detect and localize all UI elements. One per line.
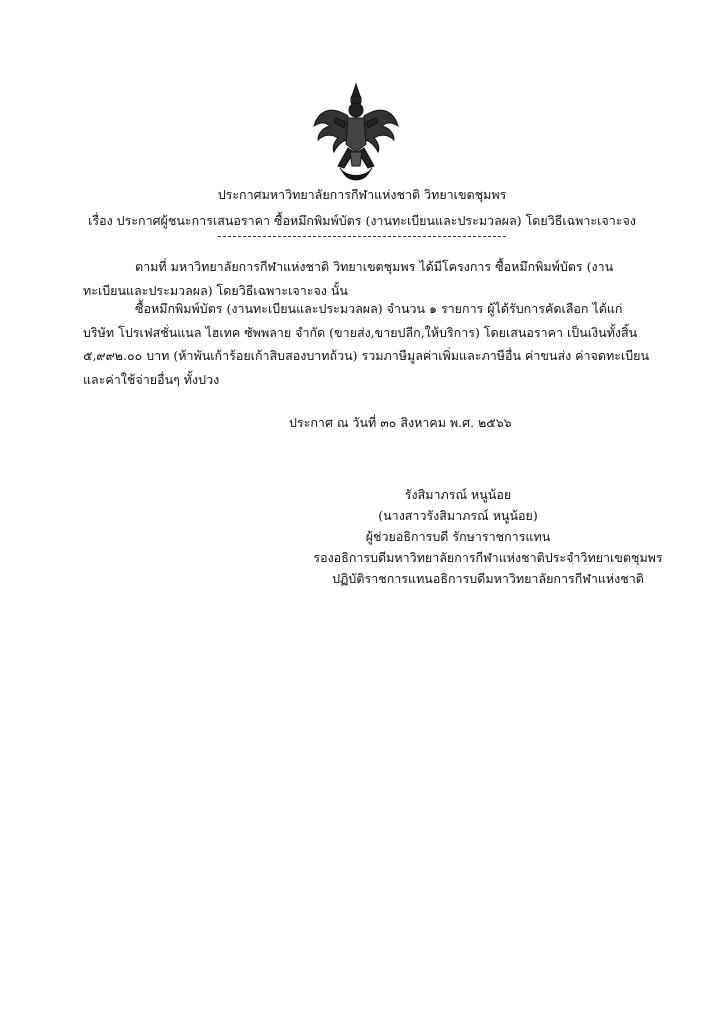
- signatory-position-3: ปฏิบัติราชการแทนอธิการบดีมหาวิทยาลัยการกีฬาแห่งชาติ: [332, 571, 644, 586]
- paragraph-1-text: ตามที่ มหาวิทยาลัยการกีฬาแห่งชาติ วิทยาเขตชุมพร ได้มีโครงการ ซื้อหมึกพิมพ์บัตร (งานทะเบียนและประมวลผล) โดยวิธีเฉพาะเจาะจง นั้น: [83, 259, 614, 298]
- signatory-full-name: (นางสาวรังสิมาภรณ์ หนูน้อย): [378, 508, 538, 523]
- signatory-position-2: รองอธิการบดีมหาวิทยาลัยการกีฬาแห่งชาติประจำวิทยาเขตชุมพร: [313, 550, 663, 565]
- announcement-subject: เรื่อง ประกาศผู้ชนะการเสนอราคา ซื้อหมึกพิมพ์บัตร (งานทะเบียนและประมวลผล) โดยวิธีเฉพาะเจาะจง: [88, 213, 636, 228]
- body-paragraph-2: [83, 297, 649, 391]
- body-paragraph-1: [83, 255, 649, 302]
- announcement-title: ประกาศมหาวิทยาลัยการกีฬาแห่งชาติ วิทยาเขตชุมพร: [217, 187, 507, 202]
- announcement-date: ประกาศ ณ วันที่ ๓๐ สิงหาคม พ.ศ. ๒๕๖๖: [289, 415, 512, 430]
- paragraph-2-text: ซื้อหมึกพิมพ์บัตร (งานทะเบียนและประมวลผล) จำนวน ๑ รายการ ผู้ได้รับการคัดเลือก ได้แก่ บริษัท โปรเฟสชั่นแนล ไฮเทค ซัพพลาย จำกัด (ขายส่ง,ขายปลีก,ให้บริการ) โดยเสนอราคา เป็นเงินทั้งสิ้น ๕,๙๙๒.๐๐ บาท (ห้าพันเก้าร้อยเก้าสิบสองบาทถ้วน) รวมภาษีมูลค่าเพิ่มและภาษีอื่น ค่าขนส่ง ค่าจดทะเบียน และค่าใช้จ่ายอื่นๆ ทั้งปวง: [83, 301, 650, 387]
- signatory-position-1: ผู้ช่วยอธิการบดี รักษาราชการแทน: [365, 529, 551, 544]
- divider: [218, 236, 506, 237]
- signatory-name: รังสิมาภรณ์ หนูน้อย: [404, 487, 512, 502]
- garuda-emblem-icon: [310, 82, 402, 186]
